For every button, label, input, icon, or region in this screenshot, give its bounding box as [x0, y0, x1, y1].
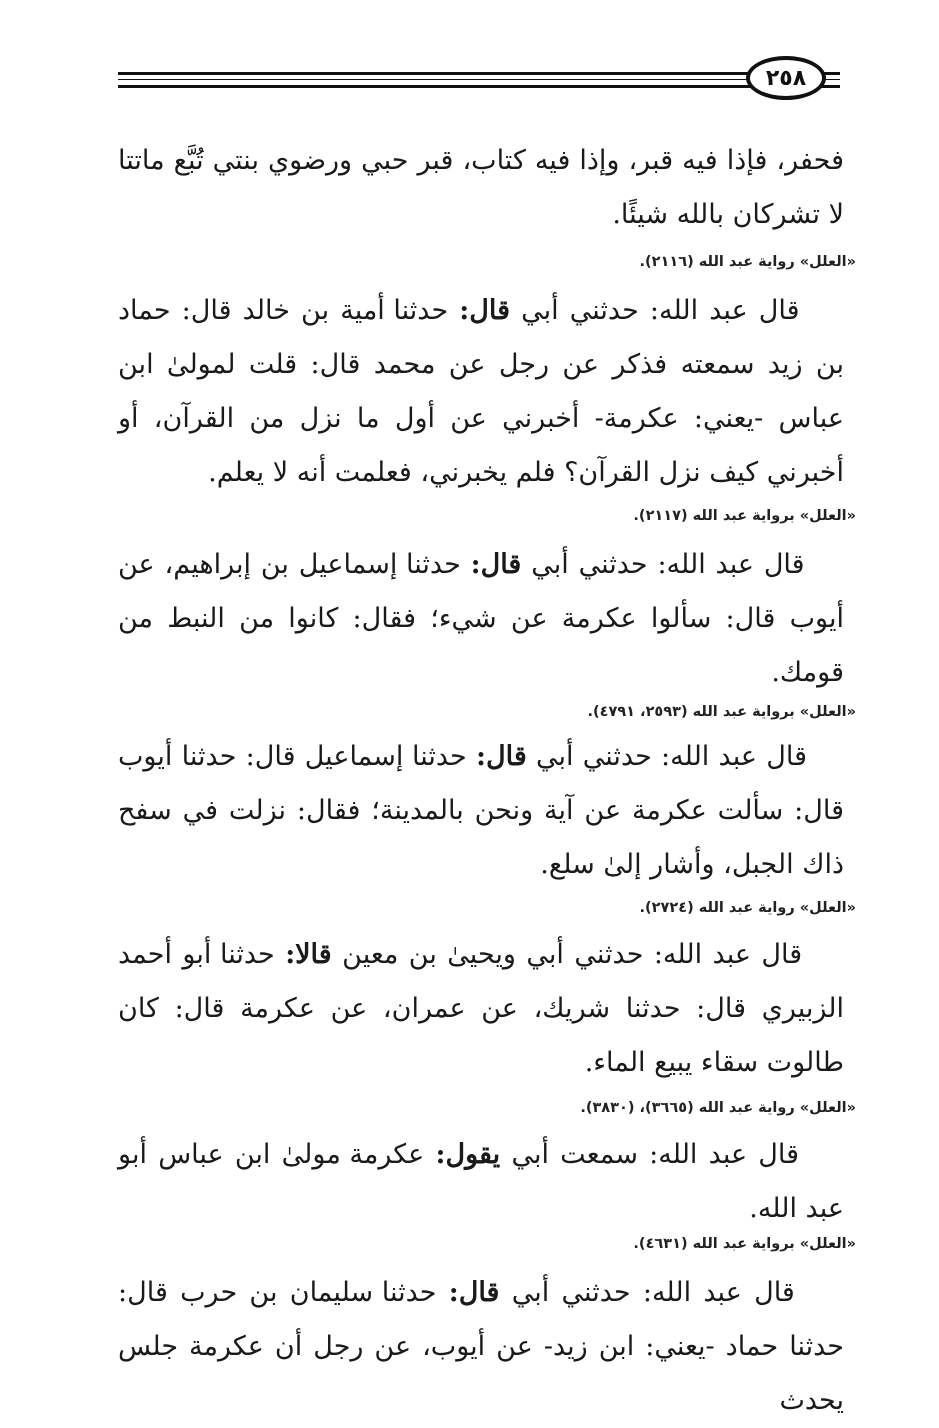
narration-paragraph: [118, 928, 844, 1090]
narration-text: عكرمة مولىٰ ابن عباس أبو عبد الله.: [118, 1139, 844, 1224]
page-number-badge: [746, 56, 826, 100]
narration-prefix: قال عبد الله: سمعت أبي: [511, 1139, 800, 1170]
source-reference: «العلل» برواية عبد الله (٢١١٧).: [633, 508, 856, 524]
narration-text: فحفر، فإذا فيه قبر، وإذا فيه كتاب، قبر حبي ورضوي بنتي تُبَّع ماتتا لا تشركان بالله شيئًا.: [118, 145, 844, 230]
narration-keyword: قال:: [448, 1277, 500, 1308]
page-number: ٢٥٨: [765, 65, 807, 91]
narration-text: حدثنا إسماعيل بن إبراهيم، عن أيوب قال: سألوا عكرمة عن شيء؛ فقال: كانوا من النبط من قومك.: [118, 549, 844, 688]
narration-paragraph: [118, 284, 844, 500]
narration-text: حدثنا أبو أحمد الزبيري قال: حدثنا شريك، عن عمران، عن عكرمة قال: كان طالوت سقاء يبيع الماء.: [118, 939, 844, 1078]
source-reference: «العلل» برواية عبد الله (٢٥٩٣، ٤٧٩١).: [587, 704, 856, 720]
header-rule: [118, 85, 840, 88]
source-reference: «العلل» رواية عبد الله (٢٧٢٤).: [639, 900, 856, 916]
narration-paragraph: [118, 1266, 844, 1428]
narration-text: حدثنا أمية بن خالد قال: حماد بن زيد سمعته فذكر عن رجل عن محمد قال: قلت لمولىٰ ابن عباس -يعني: عكرمة- أخبرني عن أول ما نزل من القرآن، أو أخبرني كيف نزل القرآن؟ فلم يخبرني، فعلمت أنه لا يعلم.: [118, 295, 844, 488]
narration-text: حدثنا إسماعيل قال: حدثنا أيوب قال: سألت عكرمة عن آية ونحن بالمدينة؛ فقال: نزلت في سفح ذاك الجبل، وأشار إلىٰ سلع.: [118, 741, 844, 880]
source-reference: «العلل» رواية عبد الله (٢١١٦).: [639, 254, 856, 270]
narration-paragraph: [118, 730, 844, 892]
source-reference: «العلل» برواية عبد الله (٤٦٣١).: [633, 1236, 856, 1252]
header-rule: [118, 79, 840, 80]
source-reference: «العلل» رواية عبد الله (٣٦٦٥)، (٣٨٣٠).: [580, 1100, 856, 1116]
narration-paragraph: [118, 1128, 844, 1236]
narration-prefix: قال عبد الله: حدثني أبي: [521, 295, 800, 326]
narration-prefix: قال عبد الله: حدثني أبي: [511, 1277, 795, 1308]
narration-prefix: قال عبد الله: حدثني أبي ويحيىٰ بن معين: [342, 939, 803, 970]
narration-keyword: قالا:: [285, 939, 332, 970]
narration-keyword: قال:: [459, 295, 510, 326]
narration-paragraph: [118, 134, 844, 242]
narration-keyword: يقول:: [435, 1139, 501, 1170]
narration-paragraph: [118, 538, 844, 700]
narration-keyword: قال:: [476, 741, 527, 772]
header-rule: [118, 72, 840, 75]
narration-prefix: قال عبد الله: حدثني أبي: [536, 741, 807, 772]
narration-prefix: قال عبد الله: حدثني أبي: [531, 549, 805, 580]
page-header: [118, 56, 840, 104]
narration-text: حدثنا سليمان بن حرب قال: حدثنا حماد -يعني: ابن زيد- عن أيوب، عن رجل أن عكرمة جلس يحدث: [118, 1277, 844, 1416]
page-body: [118, 130, 856, 1428]
narration-keyword: قال:: [470, 549, 522, 580]
